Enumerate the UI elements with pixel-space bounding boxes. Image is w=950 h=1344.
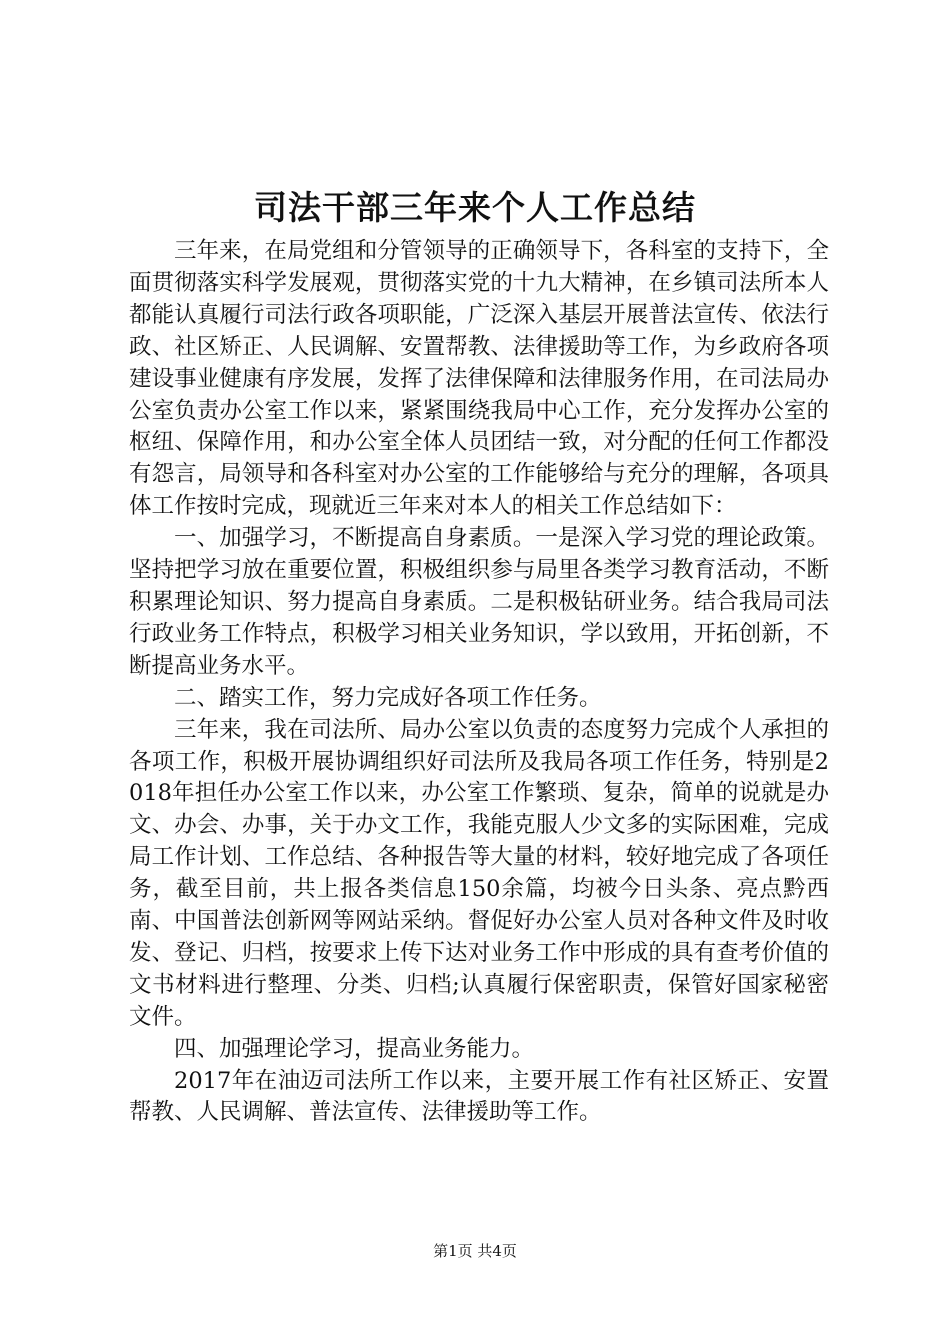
paragraph-section-2-body: 三年来，我在司法所、局办公室以负责的态度努力完成个人承担的各项工作，积极开展协调组织好司法所及我局各项工作任务，特别是2018年担任办公室工作以来，办公室工作繁琐、复杂，简单的说就是办文、办会、办事，关于办文工作，我能克服人少文多的实际困难，完成局工作计划、工作总结、各种报告等大量的材料，较好地完成了各项任务，截至目前，共上报各类信息150余篇，均被今日头条、亮点黔西南、中国普法创新网等网站采纳。督促好办公室人员对各种文件及时收发、登记、归档，按要求上传下达对业务工作中形成的具有查考价值的文书材料进行整理、分类、归档;认真履行保密职责，保管好国家秘密文件。	[129, 716, 829, 1030]
document-body	[129, 236, 829, 1129]
paragraph-section-1: 一、加强学习，不断提高自身素质。一是深入学习党的理论政策。坚持把学习放在重要位置，积极组织参与局里各类学习教育活动，不断积累理论知识、努力提高自身素质。二是积极钻研业务。结合我局司法行政业务工作特点，积极学习相关业务知识，学以致用，开拓创新，不断提高业务水平。	[129, 525, 829, 679]
page-footer: 第1页 共4页	[433, 1242, 517, 1260]
paragraph-section-4-heading: 四、加强理论学习，提高业务能力。	[174, 1035, 535, 1062]
paragraph-intro: 三年来，在局党组和分管领导的正确领导下，各科室的支持下，全面贯彻落实科学发展观，贯彻落实党的十九大精神，在乡镇司法所本人都能认真履行司法行政各项职能，广泛深入基层开展普法宣传、依法行政、社区矫正、人民调解、安置帮教、法律援助等工作，为乡政府各项建设事业健康有序发展，发挥了法律保障和法律服务作用，在司法局办公室负责办公室工作以来，紧紧围绕我局中心工作，充分发挥办公室的枢纽、保障作用，和办公室全体人员团结一致，对分配的任何工作都没有怨言，局领导和各科室对办公室的工作能够给与充分的理解，各项具体工作按时完成，现就近三年来对本人的相关工作总结如下：	[129, 238, 829, 520]
paragraph-section-4-body: 2017年在油迈司法所工作以来，主要开展工作有社区矫正、安置帮教、人民调解、普法宣传、法律援助等工作。	[129, 1067, 829, 1126]
paragraph-section-2-heading: 二、踏实工作，努力完成好各项工作任务。	[174, 684, 602, 711]
document-title: 司法干部三年来个人工作总结	[254, 188, 696, 227]
